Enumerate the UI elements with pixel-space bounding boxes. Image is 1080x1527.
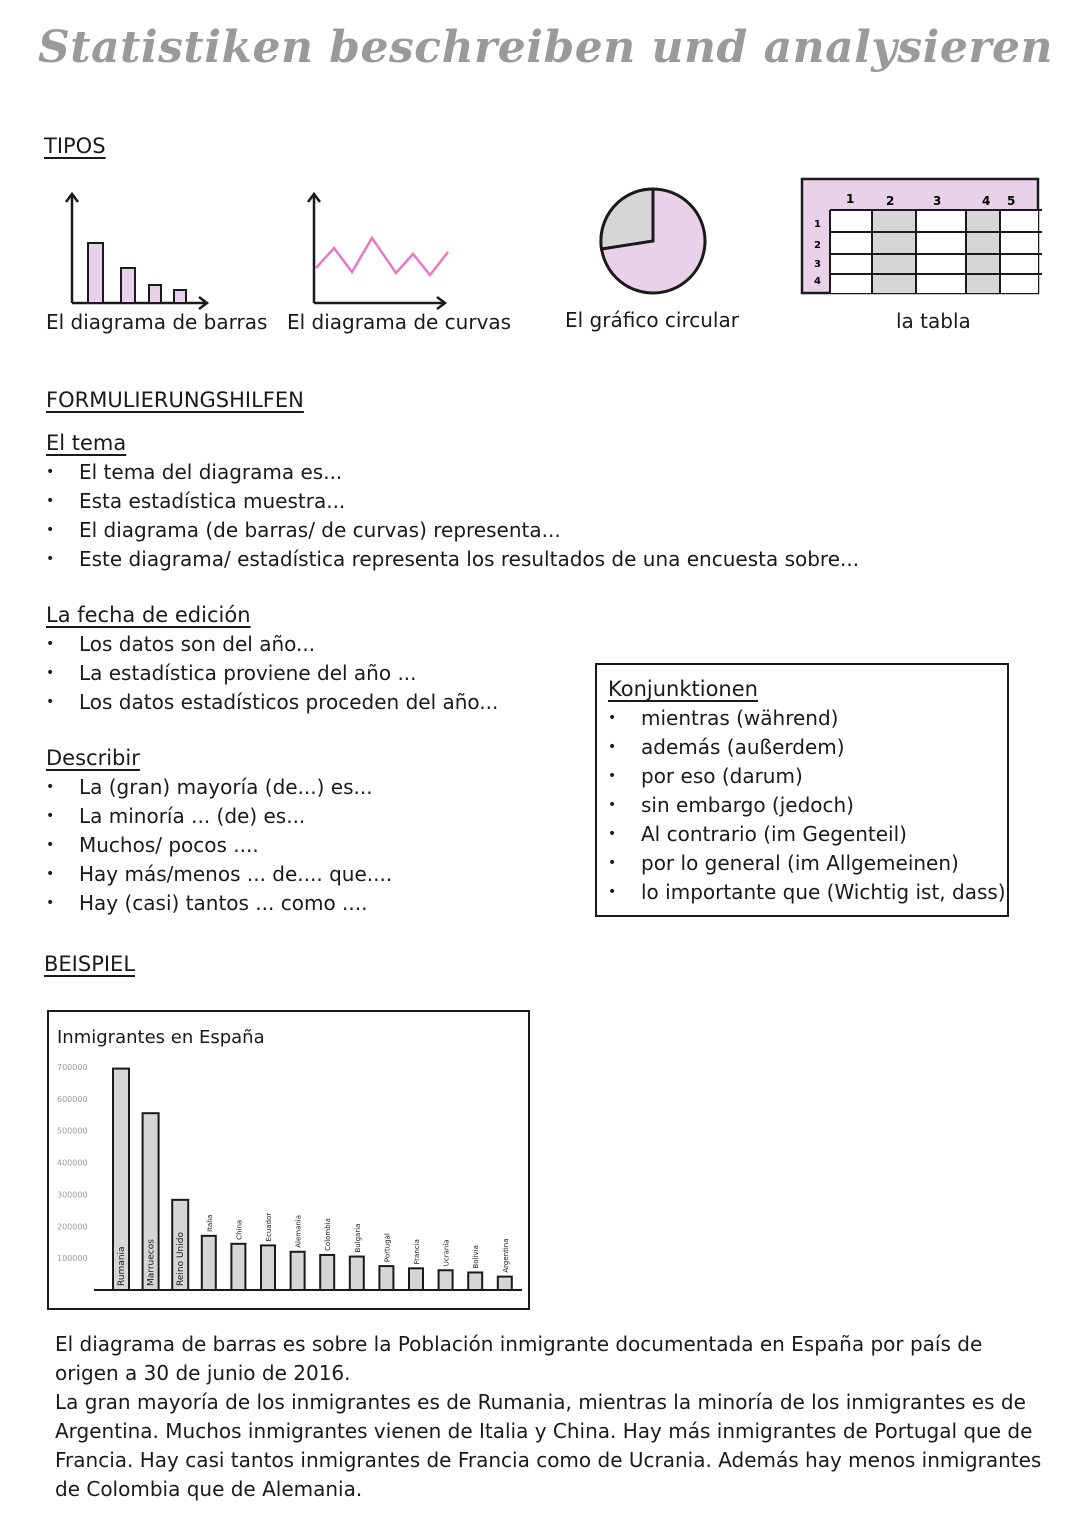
section-heading-tipos: TIPOS (44, 134, 106, 158)
paragraph-line: de Colombia que de Alemania. (55, 1477, 363, 1501)
paragraph-line: Argentina. Muchos inmigrantes vienen de Italia y China. Hay más inmigrantes de Portugal que de (55, 1419, 1033, 1443)
list-item: • por eso (darum) (608, 762, 1006, 791)
caption-table: la tabla (896, 309, 971, 333)
bar-category-label: Bolivia (472, 1245, 481, 1269)
list-item: • Los datos son del año... (46, 630, 498, 659)
konjunktionen-list (608, 704, 1006, 907)
paragraph-line: Francia. Hay casi tantos inmigrantes de Francia como de Ucrania. Además hay menos inmigrantes (55, 1448, 1042, 1472)
bar (409, 1268, 423, 1290)
list-item: • mientras (während) (608, 704, 1006, 733)
describir-list (46, 773, 392, 918)
bar-category-label: Italia (205, 1214, 214, 1232)
list-item: • Este diagrama/ estadística representa los resultados de una encuesta sobre... (46, 545, 859, 574)
y-tick-label: 300000 (57, 1190, 88, 1200)
list-item: • Hay más/menos ... de.... que.... (46, 860, 392, 889)
section-heading-beispiel: BEISPIEL (44, 952, 136, 976)
list-item: • La estadística proviene del año ... (46, 659, 498, 688)
konjunktionen-heading: Konjunktionen (608, 677, 758, 701)
list-item: • Muchos/ pocos .... (46, 831, 392, 860)
table-row-label: 1 (814, 219, 821, 230)
list-item: • lo importante que (Wichtig ist, dass) (608, 878, 1006, 907)
caption-line-chart: El diagrama de curvas (287, 310, 512, 334)
caption-bar-chart: El diagrama de barras (46, 310, 268, 334)
section-heading-formulierungshilfen: FORMULIERUNGSHILFEN (46, 388, 304, 412)
y-tick-label: 500000 (57, 1126, 88, 1136)
bar (231, 1244, 245, 1290)
fecha-heading: La fecha de edición (46, 603, 251, 627)
konjunktionen-box (595, 663, 1009, 917)
list-item: • El tema del diagrama es... (46, 458, 859, 487)
example-description (55, 1330, 1055, 1504)
bar (261, 1245, 275, 1290)
line-chart-icon (300, 188, 450, 310)
y-tick-label: 100000 (57, 1254, 88, 1264)
paragraph-line: La gran mayoría de los inmigrantes es de Rumania, mientras la minoría de los inmigrantes es de (55, 1390, 1026, 1414)
page-title: Statistiken beschreiben und analysieren (38, 22, 1054, 73)
bar-category-label: Reino Unido (176, 1232, 187, 1286)
bar-category-label: Bulgaria (353, 1223, 362, 1253)
table-row-label: 4 (814, 276, 821, 287)
bar-category-label: Colombia (324, 1218, 333, 1251)
table-col-label: 4 (982, 194, 991, 208)
bar-category-label: Ucrania (442, 1239, 451, 1267)
y-tick-label: 700000 (57, 1063, 88, 1072)
list-item: • La (gran) mayoría (de...) es... (46, 773, 392, 802)
fecha-list (46, 630, 498, 717)
y-tick-label: 200000 (57, 1222, 88, 1232)
example-chart-frame (47, 1010, 530, 1310)
paragraph-line: origen a 30 de junio de 2016. (55, 1361, 351, 1385)
bar (439, 1270, 453, 1290)
list-item: • Al contrario (im Gegenteil) (608, 820, 1006, 849)
list-item: • El diagrama (de barras/ de curvas) representa... (46, 516, 859, 545)
example-bar-chart (49, 1012, 528, 1308)
table-row-label: 3 (814, 259, 821, 270)
chart-title: Inmigrantes en España (57, 1027, 265, 1048)
bar-category-label: Portugal (383, 1233, 392, 1263)
pie-chart-icon (595, 183, 711, 299)
paragraph-line: El diagrama de barras es sobre la Población inmigrante documentada en España por país de (55, 1332, 983, 1356)
list-item: • sin embargo (jedoch) (608, 791, 1006, 820)
bar (468, 1272, 482, 1290)
bar-category-label: China (235, 1219, 244, 1240)
table-col-label: 2 (886, 194, 895, 208)
table-col-label: 1 (846, 192, 855, 206)
bar (320, 1255, 334, 1290)
bar-chart-icon (55, 188, 215, 310)
list-item: • Hay (casi) tantos ... como .... (46, 889, 392, 918)
bar-category-label: Francia (413, 1239, 421, 1265)
bar (202, 1236, 216, 1290)
table-col-label: 5 (1007, 194, 1016, 208)
bar-category-label: Alemania (294, 1214, 303, 1248)
y-tick-label: 400000 (57, 1158, 88, 1168)
list-item: • además (außerdem) (608, 733, 1006, 762)
describir-heading: Describir (46, 746, 140, 770)
bar (350, 1257, 364, 1290)
tema-heading: El tema (46, 431, 127, 455)
bar-category-label: Marruecos (146, 1239, 157, 1286)
bar (379, 1266, 393, 1290)
list-item: • Esta estadística muestra... (46, 487, 859, 516)
table-row-label: 2 (814, 240, 821, 251)
bar (498, 1277, 512, 1290)
y-tick-label: 600000 (57, 1094, 88, 1104)
bar-category-label: Ecuador (265, 1212, 273, 1242)
list-item: • por lo general (im Allgemeinen) (608, 849, 1006, 878)
table-icon (800, 176, 1045, 298)
list-item: • La minoría ... (de) es... (46, 802, 392, 831)
bar (291, 1252, 305, 1290)
list-item: • Los datos estadísticos proceden del año... (46, 688, 498, 717)
bar-category-label: Rumania (117, 1246, 127, 1286)
tema-list (46, 458, 859, 574)
table-col-label: 3 (933, 194, 942, 208)
bar-category-label: Argentina (501, 1238, 510, 1273)
caption-pie-chart: El gráfico circular (565, 308, 739, 332)
